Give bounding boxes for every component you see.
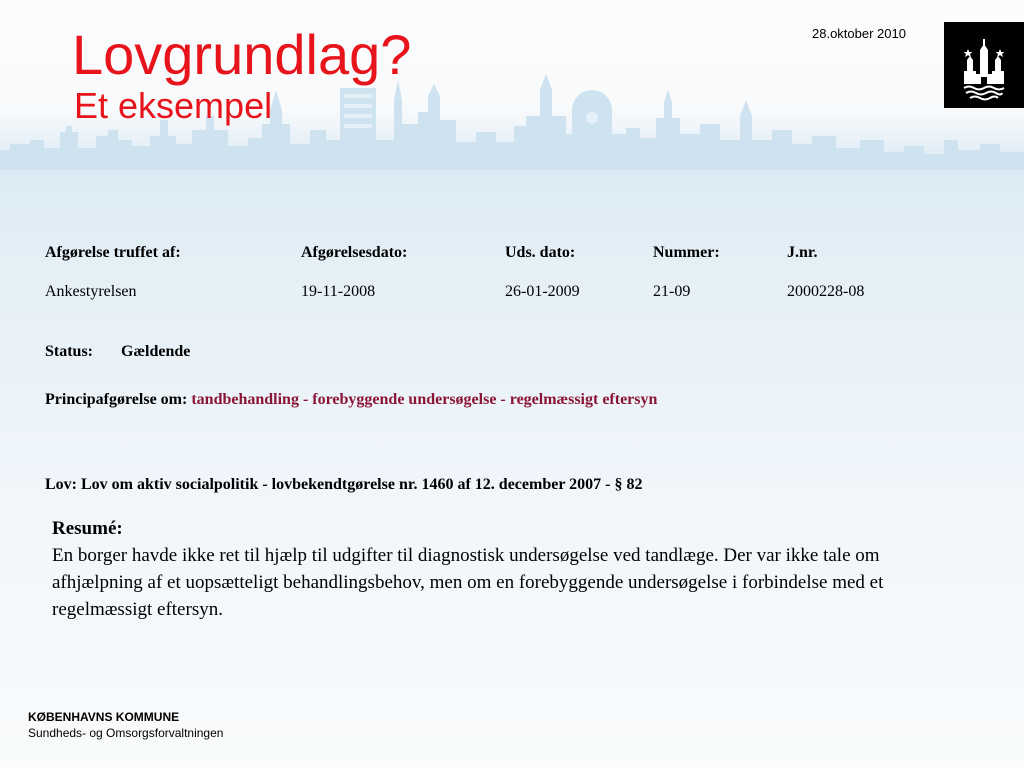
principle-decision-line [45, 391, 657, 409]
law-reference: Lov: Lov om aktiv socialpolitik - lovbekendtgørelse nr. 1460 af 12. december 2007 - § 82 [45, 476, 643, 493]
status-value: Gældende [121, 343, 191, 360]
resume-text: En borger havde ikke ret til hjælp til udgifter til diagnostisk undersøgelse ved tandlæge. Der var ikke tale om afhjælpning af et uopsætteligt behandlingsbehov, men om en forebyggende undersøgelse i forbindelse med et regelmæssigt eftersyn. [52, 545, 884, 620]
page-title: Lovgrundlag? [72, 23, 412, 86]
journal-number-label: J.nr. [787, 244, 818, 261]
decided-by-label: Afgørelse truffet af: [45, 244, 181, 261]
footer [28, 709, 223, 741]
decided-by-value: Ankestyrelsen [45, 283, 137, 300]
status-line [45, 343, 190, 361]
copenhagen-coat-of-arms-logo [944, 22, 1024, 108]
journal-number-value: 2000228-08 [787, 283, 865, 300]
resume-heading: Resumé: [52, 518, 123, 539]
page-subtitle: Et eksempel [74, 85, 273, 126]
decision-date-label: Afgørelsesdato: [301, 244, 408, 261]
slide-date: 28.oktober 2010 [812, 26, 906, 41]
resume-section [52, 515, 952, 623]
principle-label: Principafgørelse om: [45, 391, 188, 408]
issue-date-label: Uds. dato: [505, 244, 576, 261]
footer-department: Sundheds- og Omsorgsforvaltningen [28, 726, 224, 740]
decision-date-value: 19-11-2008 [301, 283, 376, 300]
issue-date-value: 26-01-2009 [505, 283, 580, 300]
status-label: Status: [45, 343, 94, 360]
principle-topic: tandbehandling - forebyggende undersøgelse - regelmæssigt eftersyn [191, 391, 658, 408]
footer-organization: KØBENHAVNS KOMMUNE [28, 710, 180, 724]
number-label: Nummer: [653, 244, 720, 261]
number-value: 21-09 [653, 283, 691, 300]
